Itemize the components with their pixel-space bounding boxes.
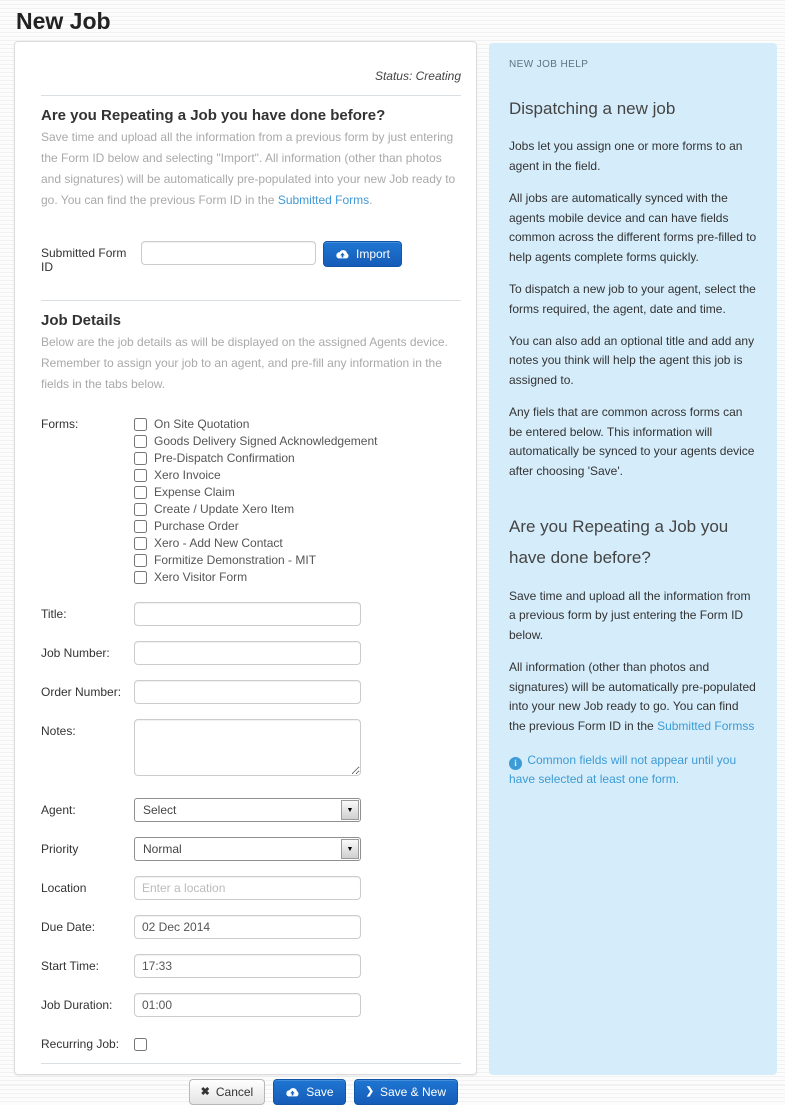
import-button-label: Import [356, 247, 391, 261]
form-checkbox-item[interactable] [134, 417, 377, 431]
help-paragraph: You can also add an optional title and add any notes you think will help the agent this job is assigned to. [509, 333, 755, 387]
form-checkbox[interactable] [134, 503, 147, 516]
form-checkbox-label: Formitize Demonstration - MIT [154, 553, 317, 567]
cloud-upload-icon [285, 1087, 300, 1098]
form-checkbox[interactable] [134, 486, 147, 499]
repeat-section-heading: Are you Repeating a Job you have done before? [41, 107, 386, 124]
form-checkbox[interactable] [134, 554, 147, 567]
title-row [41, 602, 461, 626]
start-time-input[interactable] [134, 954, 361, 978]
notes-row [41, 719, 461, 776]
submitted-forms-help-link[interactable]: Submitted Formss [657, 718, 755, 733]
import-button[interactable] [323, 241, 402, 267]
form-checkbox[interactable] [134, 571, 147, 584]
title-label: Title: [41, 607, 67, 621]
job-duration-input[interactable] [134, 993, 361, 1017]
agent-row [41, 798, 461, 822]
form-checkbox-label: Xero Invoice [154, 468, 221, 482]
submitted-forms-link[interactable]: Submitted Forms [277, 193, 370, 207]
form-checkbox-item[interactable] [134, 502, 377, 516]
title-input[interactable] [134, 602, 361, 626]
job-number-label: Job Number: [41, 646, 110, 660]
form-checkbox-item[interactable] [134, 519, 377, 533]
description-period: . [369, 193, 373, 207]
forms-label: Forms: [41, 417, 79, 431]
location-row [41, 876, 461, 900]
start-time-row [41, 954, 461, 978]
divider [41, 1063, 461, 1064]
order-number-input[interactable] [134, 680, 361, 704]
form-checkbox-label: Expense Claim [154, 485, 235, 499]
chevron-down-icon[interactable]: ▼ [341, 839, 359, 859]
recurring-job-label: Recurring Job: [41, 1037, 120, 1051]
help-paragraph: Any fiels that are common across forms can be entered below. This information will automatically be synced to your agents device after choosing 'Save'. [509, 405, 755, 478]
cancel-button-label: Cancel [215, 1085, 254, 1099]
location-label: Location [41, 881, 87, 895]
priority-row [41, 837, 461, 861]
form-checkbox-label: Goods Delivery Signed Acknowledgement [154, 434, 378, 448]
priority-select-value: Normal [143, 842, 182, 856]
agent-label: Agent: [41, 803, 76, 817]
form-checkbox-item[interactable] [134, 434, 377, 448]
form-checkbox-item[interactable] [134, 451, 377, 465]
help-paragraph [509, 658, 757, 736]
form-checkbox[interactable] [134, 452, 147, 465]
chevron-right-icon: ❯ [365, 1086, 374, 1097]
form-checkbox[interactable] [134, 537, 147, 550]
help-note [509, 751, 757, 790]
form-checkbox-item[interactable] [134, 468, 377, 482]
footer-buttons [41, 1079, 461, 1105]
save-button[interactable] [273, 1079, 345, 1105]
job-duration-row [41, 993, 461, 1017]
job-number-input[interactable] [134, 641, 361, 665]
forms-checkbox-list [134, 417, 377, 584]
job-duration-label: Job Duration: [41, 998, 113, 1012]
divider [41, 95, 461, 96]
save-and-new-button-label: Save & New [379, 1085, 446, 1099]
form-checkbox-item[interactable] [134, 485, 377, 499]
submitted-form-id-label: Submitted Form ID [41, 246, 127, 274]
form-checkbox-item[interactable] [134, 536, 377, 550]
order-number-row [41, 680, 461, 704]
help-paragraph: Save time and upload all the information from a previous form by just entering the Form ID below. [509, 588, 751, 642]
form-checkbox-item[interactable] [134, 553, 377, 567]
help-paragraph: To dispatch a new job to your agent, select the forms required, the agent, date and time. [509, 282, 756, 316]
help-sidebar [489, 43, 777, 1075]
new-job-panel [14, 41, 477, 1099]
start-time-label: Start Time: [41, 959, 100, 973]
job-details-description: Below are the job details as will be displayed on the assigned Agents device. Remember to assign your job to an agent, and pre-fill any information in the fields in the tabs below. [41, 335, 448, 391]
help-heading-repeating: Are you Repeating a Job you have done before? [509, 517, 729, 568]
due-date-label: Due Date: [41, 920, 96, 934]
save-button-label: Save [306, 1085, 334, 1099]
repeat-section-description [41, 127, 461, 211]
submitted-form-id-row [41, 241, 461, 274]
chevron-down-icon[interactable]: ▼ [341, 800, 359, 820]
cloud-upload-icon [335, 249, 350, 260]
help-paragraph: All jobs are automatically synced with the agents mobile device and can have fields common across the different forms pre-filled to help agents complete forms quickly. [509, 191, 757, 264]
priority-label: Priority [41, 842, 79, 856]
form-checkbox-label: Xero - Add New Contact [154, 536, 283, 550]
form-checkbox-item[interactable] [134, 570, 377, 584]
job-details-heading: Job Details [41, 312, 122, 329]
save-and-new-button[interactable] [354, 1079, 458, 1105]
cancel-button[interactable] [189, 1079, 266, 1105]
form-checkbox[interactable] [134, 469, 147, 482]
page-title: New Job [16, 8, 111, 34]
submitted-form-id-input[interactable] [141, 241, 316, 265]
help-paragraph-text: All information (other than photos and signatures) will be automatically pre-populated into your new Job ready to go. You can find the previous Form ID in the [509, 660, 756, 733]
due-date-input[interactable] [134, 915, 361, 939]
form-checkbox-label: Xero Visitor Form [154, 570, 248, 584]
agent-select[interactable] [134, 798, 361, 822]
info-icon: i [509, 757, 522, 770]
status-text: Status: Creating [374, 69, 461, 83]
form-checkbox[interactable] [134, 435, 147, 448]
close-icon: ✖ [200, 1086, 210, 1098]
recurring-job-checkbox[interactable] [134, 1038, 147, 1051]
due-date-row [41, 915, 461, 939]
form-checkbox-label: Create / Update Xero Item [154, 502, 295, 516]
form-checkbox[interactable] [134, 520, 147, 533]
form-checkbox-label: Pre-Dispatch Confirmation [154, 451, 295, 465]
form-checkbox[interactable] [134, 418, 147, 431]
recurring-job-row [41, 1037, 461, 1051]
form-checkbox-label: Purchase Order [154, 519, 239, 533]
notes-label: Notes: [41, 724, 76, 738]
help-heading-dispatching: Dispatching a new job [509, 99, 676, 118]
help-note-text: Common fields will not appear until you have selected at least one form. [509, 752, 737, 787]
help-paragraph: Jobs let you assign one or more forms to an agent in the field. [509, 139, 743, 173]
page-layout [14, 41, 785, 1099]
agent-select-value: Select [143, 803, 177, 817]
order-number-label: Order Number: [41, 685, 122, 699]
divider [41, 300, 461, 301]
location-input[interactable] [134, 876, 361, 900]
help-kicker: NEW JOB HELP [509, 59, 589, 70]
notes-textarea[interactable] [134, 719, 361, 776]
priority-select[interactable] [134, 837, 361, 861]
job-number-row [41, 641, 461, 665]
description-text: Save time and upload all the information from a previous form by just entering the Form ID below and selecting "Import". All information (other than photos and signatures) will be automatically pre-populated into your new Job ready to go. You can find the previous Form ID in the [41, 130, 456, 207]
forms-row [41, 417, 461, 584]
form-checkbox-label: On Site Quotation [154, 417, 250, 431]
